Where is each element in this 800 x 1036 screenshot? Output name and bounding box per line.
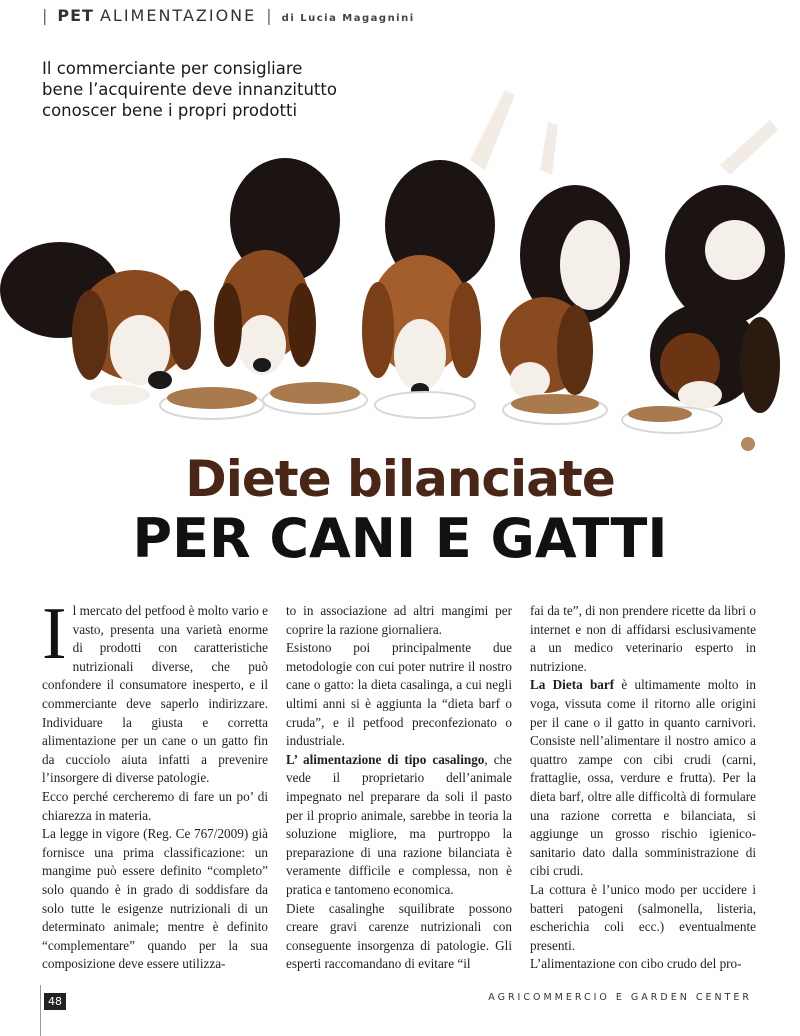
paragraph: to in associazione ad altri mangimi per coprire la razione giornaliera. [286,603,512,637]
puppy-4 [500,122,630,398]
subtitle-line: Il commerciante per consigliare [42,59,303,78]
header-divider: | [266,6,272,25]
lead-in: La Dieta barf [530,677,615,693]
paragraph: La cottura è l’unico modo per uccidere i batteri patogeni (salmonella, listeria, escherichia coli ecc.) eventualmente presenti. [530,881,756,953]
page-number: 48 [44,993,66,1010]
magazine-name: AGRICOMMERCIO E GARDEN CENTER [488,992,752,1003]
puppy-3 [362,90,515,397]
article-title-line2: PER CANI E GATTI [132,507,668,570]
paragraph [42,593,268,788]
paragraph: Ecco perché cercheremo di fare un po’ di chiarezza in materia. [42,788,268,823]
paragraph-text: l mercato del petfood è molto vario e vasto, presenta una varietà enorme di prodotti con caratteristiche nutrizionali diverse, che può confondere il consumatore inesperto, e il commerciante deve saperlo indirizzare. Individuare la giusta e corretta alimentazione per un cane o un gatto fin da cucciolo aiuta infatti a prevenire l’insorgere di diverse patologie. [42,603,268,786]
paragraph: L’alimentazione con cibo crudo del pro- [530,956,742,972]
paragraph: Diete casalinghe squilibrate possono creare gravi carenze nutrizionali con conseguente insorgenza di patologie. Gli esperti raccomandano di evitare “il [286,900,512,972]
header-pet: PET [57,6,94,25]
food-bowls [160,382,755,451]
footer-rule [40,985,41,1036]
article-title-line1: Diete bilanciate [185,450,615,508]
paragraph [530,676,756,881]
text-column-3 [530,602,756,974]
header-divider: | [42,6,48,25]
text-column-1 [42,593,268,974]
lead-in: L’ alimentazione di tipo casalingo [286,751,485,767]
puppy-5 [650,120,785,413]
paragraph: fai da te”, di non prendere ricette da libri o internet e non di affidarsi esclusivamente a un medico veterinario esperto in nutrizione. [530,603,756,674]
puppy-1 [0,242,201,405]
paragraph-text: è ultimamente molto in voga, vissuta come il ritorno alle origini per il cane o il gatto in quanto carnivori. Consiste nell’alimentare il nostro amico a quattro zampe con cibi crudi (carni, frattaglie, ossa, verdure e frutta). Per la dieta barf, oltre alle difficoltà di formulare una razione corretta e bilanciata, si aggiunge un grosso rischio igienico-sanitario dato dalla somministrazione di cibi crudi. [530,677,756,879]
header-author: di Lucia Magagnini [281,13,415,24]
paragraph [286,751,512,900]
paragraph: La legge in vigore (Reg. Ce 767/2009) già fornisce una prima classificazione: un mangime può essere definito “completo” solo quando è in grado di soddisfare da solo tutte le esigenze nutrizionali di un determinato animale; mentre è definito “complementare” quando per la sua composizione deve essere utilizza- [42,826,268,972]
paragraph: Esistono poi principalmente due metodologie con cui poter nutrire il nostro cane o gatto: la dieta casalinga, a cui negli ultimi anni si è aggiunta la “dieta barf o cruda”, e il petfood preconfezionato o industriale. [286,640,512,749]
puppy-2 [214,158,340,375]
subtitle-line: conoscer bene i propri prodotti [42,101,298,120]
paragraph-text: , che vede il proprietario dell’animale impegnato nel preparare da soli il pasto per il proprio animale, sarebbe in teoria la soluzione migliore, ma purtroppo la preparazione di una razione bilanciata è veramente difficile e complessa, non è pratica e tantomeno economica. [286,751,512,897]
subtitle-line: bene l’acquirente deve innanzitutto [42,80,337,99]
beagle-puppies-photo [0,80,800,460]
text-column-2 [286,602,512,974]
header-section: ALIMENTAZIONE [99,6,257,25]
running-header [42,6,415,28]
drop-cap: I [42,593,67,675]
